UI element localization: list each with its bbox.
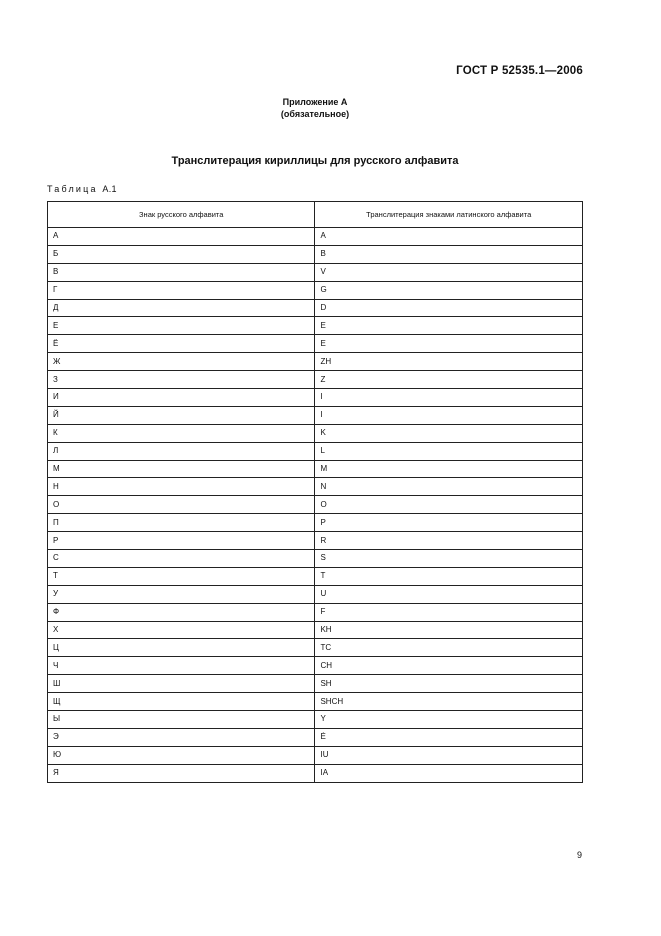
latin-transliteration-cell: O: [315, 496, 583, 514]
table-row: [48, 353, 583, 371]
table-row: [48, 746, 583, 764]
latin-transliteration-cell: SHCH: [315, 693, 583, 711]
latin-transliteration-cell: V: [315, 263, 583, 281]
cyrillic-letter-cell: К: [48, 424, 315, 442]
latin-transliteration-cell: KH: [315, 621, 583, 639]
table-row: [48, 711, 583, 729]
cyrillic-letter-cell: П: [48, 514, 315, 532]
cyrillic-letter-cell: М: [48, 460, 315, 478]
cyrillic-letter-cell: И: [48, 389, 315, 407]
table-row: [48, 693, 583, 711]
cyrillic-letter-cell: Й: [48, 406, 315, 424]
header-cyrillic: Знак русского алфавита: [48, 202, 315, 228]
latin-transliteration-cell: E: [315, 317, 583, 335]
header-latin: Транслитерация знаками латинского алфавита: [315, 202, 583, 228]
latin-transliteration-cell: B: [315, 245, 583, 263]
cyrillic-letter-cell: Я: [48, 764, 315, 782]
cyrillic-letter-cell: Ф: [48, 603, 315, 621]
cyrillic-letter-cell: А: [48, 228, 315, 246]
appendix-status: (обязательное): [280, 109, 350, 119]
cyrillic-letter-cell: Ш: [48, 675, 315, 693]
latin-transliteration-cell: L: [315, 442, 583, 460]
table-header-row: [48, 202, 583, 228]
cyrillic-letter-cell: Х: [48, 621, 315, 639]
cyrillic-letter-cell: Э: [48, 728, 315, 746]
table-row: [48, 299, 583, 317]
cyrillic-letter-cell: Г: [48, 281, 315, 299]
latin-transliteration-cell: Z: [315, 371, 583, 389]
latin-transliteration-cell: D: [315, 299, 583, 317]
cyrillic-letter-cell: Ё: [48, 335, 315, 353]
latin-transliteration-cell: N: [315, 478, 583, 496]
table-caption-number: А.1: [102, 184, 117, 194]
latin-transliteration-cell: F: [315, 603, 583, 621]
table-row: [48, 603, 583, 621]
cyrillic-letter-cell: У: [48, 585, 315, 603]
latin-transliteration-cell: S: [315, 550, 583, 568]
cyrillic-letter-cell: Л: [48, 442, 315, 460]
latin-transliteration-cell: IU: [315, 746, 583, 764]
latin-transliteration-cell: U: [315, 585, 583, 603]
cyrillic-letter-cell: Щ: [48, 693, 315, 711]
latin-transliteration-cell: E: [315, 335, 583, 353]
table-row: [48, 228, 583, 246]
cyrillic-letter-cell: Ы: [48, 711, 315, 729]
table-row: [48, 317, 583, 335]
latin-transliteration-cell: IA: [315, 764, 583, 782]
cyrillic-letter-cell: С: [48, 550, 315, 568]
table-row: [48, 532, 583, 550]
latin-transliteration-cell: I: [315, 389, 583, 407]
table-row: [48, 406, 583, 424]
latin-transliteration-cell: Y: [315, 711, 583, 729]
cyrillic-letter-cell: Д: [48, 299, 315, 317]
table-row: [48, 442, 583, 460]
table-row: [48, 496, 583, 514]
appendix-heading: [0, 96, 630, 120]
cyrillic-letter-cell: Е: [48, 317, 315, 335]
cyrillic-letter-cell: Ж: [48, 353, 315, 371]
latin-transliteration-cell: TC: [315, 639, 583, 657]
cyrillic-letter-cell: Р: [48, 532, 315, 550]
table-row: [48, 728, 583, 746]
table-row: [48, 764, 583, 782]
table-row: [48, 675, 583, 693]
latin-transliteration-cell: G: [315, 281, 583, 299]
table-caption: [47, 184, 117, 194]
latin-transliteration-cell: M: [315, 460, 583, 478]
table-row: [48, 371, 583, 389]
latin-transliteration-cell: K: [315, 424, 583, 442]
latin-transliteration-cell: A: [315, 228, 583, 246]
table-caption-word: Таблица: [47, 184, 98, 194]
table-row: [48, 657, 583, 675]
table-row: [48, 639, 583, 657]
cyrillic-letter-cell: Ю: [48, 746, 315, 764]
table-row: [48, 567, 583, 585]
latin-transliteration-cell: SH: [315, 675, 583, 693]
table-row: [48, 621, 583, 639]
table-row: [48, 514, 583, 532]
latin-transliteration-cell: CH: [315, 657, 583, 675]
cyrillic-letter-cell: Т: [48, 567, 315, 585]
latin-transliteration-cell: P: [315, 514, 583, 532]
table-row: [48, 550, 583, 568]
page-number: 9: [577, 850, 583, 860]
cyrillic-letter-cell: Ц: [48, 639, 315, 657]
latin-transliteration-cell: I: [315, 406, 583, 424]
standard-code: ГОСТ Р 52535.1—2006: [456, 65, 583, 77]
latin-transliteration-cell: T: [315, 567, 583, 585]
latin-transliteration-cell: R: [315, 532, 583, 550]
cyrillic-letter-cell: В: [48, 263, 315, 281]
document-title: Транслитерация кириллицы для русского алфавита: [171, 155, 459, 167]
table-row: [48, 335, 583, 353]
table-row: [48, 424, 583, 442]
table-row: [48, 585, 583, 603]
cyrillic-letter-cell: Н: [48, 478, 315, 496]
cyrillic-letter-cell: Б: [48, 245, 315, 263]
table-row: [48, 281, 583, 299]
transliteration-table: [47, 201, 583, 783]
table-row: [48, 460, 583, 478]
appendix-title: Приложение А: [282, 97, 348, 107]
latin-transliteration-cell: Ė: [315, 728, 583, 746]
table-row: [48, 389, 583, 407]
latin-transliteration-cell: ZH: [315, 353, 583, 371]
table-row: [48, 263, 583, 281]
table-row: [48, 478, 583, 496]
cyrillic-letter-cell: Ч: [48, 657, 315, 675]
cyrillic-letter-cell: О: [48, 496, 315, 514]
table-row: [48, 245, 583, 263]
cyrillic-letter-cell: З: [48, 371, 315, 389]
